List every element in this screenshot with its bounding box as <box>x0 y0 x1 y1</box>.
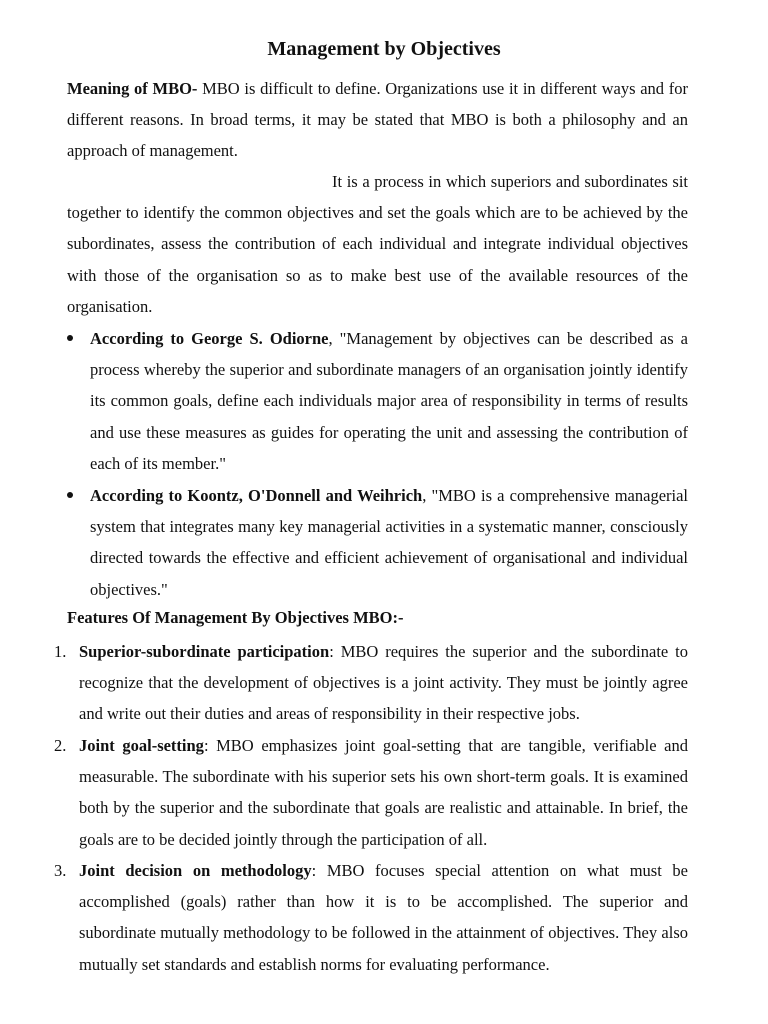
definition-text <box>90 480 688 605</box>
definition-text <box>90 323 688 479</box>
feature-text <box>79 636 688 730</box>
list-number: 3. <box>54 861 67 880</box>
feature-title: Joint decision on methodology <box>79 861 312 880</box>
bullet-icon <box>67 335 73 341</box>
page-title: Management by Objectives <box>267 38 501 60</box>
feature-description: : MBO requires the superior and the subordinate to recognize that the development of objectives is a joint activity. They must be jointly agree and write out their duties and areas of responsibility in their respective jobs. <box>79 642 689 724</box>
list-number: 1. <box>54 642 67 661</box>
meaning-text: MBO is difficult to define. Organizations use it in different ways and for different reasons. In broad terms, it may be stated that MBO is both a philosophy and an approach of management. <box>67 79 688 161</box>
feature-title: Superior-subordinate participation <box>79 642 330 661</box>
definition-author: According to Koontz, O'Donnell and Weihrich <box>90 486 423 505</box>
feature-description: : MBO emphasizes joint goal-setting that are tangible, verifiable and measurable. The subordinate with his superior sets his own short-term goals. It is examined both by the superior and the subordinate that goals are realistic and attainable. In brief, the goals are to be decided jointly through the participation of all. <box>79 736 688 849</box>
meaning-label: Meaning of MBO- <box>67 79 198 98</box>
definition-author: According to George S. Odiorne <box>90 329 329 348</box>
process-paragraph: It is a process in which superiors and subordinates sit together to identify the common objectives and set the goals which are to be achieved by the subordinates, assess the contribution of each individual and integrate individual objectives with those of the organisation so as to make best use of the available resources of the organisation. <box>67 172 688 316</box>
meaning-paragraph <box>67 73 688 167</box>
bullet-icon <box>67 492 73 498</box>
feature-description: : MBO focuses special attention on what must be accomplished (goals) rather than how it is to be accomplished. The superior and subordinate mutually methodology to be followed in the attainment of objectives. They also mutually set standards and establish norms for evaluating performance. <box>79 861 688 974</box>
list-number: 2. <box>54 736 67 755</box>
feature-text <box>79 730 688 855</box>
feature-title: Joint goal-setting <box>79 736 204 755</box>
feature-text <box>79 855 688 980</box>
features-heading: Features Of Management By Objectives MBO:- <box>67 608 404 627</box>
definition-quote: , "Management by objectives can be described as a process whereby the superior and subordinate managers of an organisation jointly identify its common goals, define each individuals major area of responsibility in terms of results and use these measures as guides for operating the unit and assessing the contribution of each of its member." <box>90 329 688 473</box>
definition-quote: , "MBO is a comprehensive managerial system that integrates many key managerial activities in a systematic manner, consciously directed towards the effective and efficient achievement of organisational and individual objectives." <box>90 486 689 599</box>
